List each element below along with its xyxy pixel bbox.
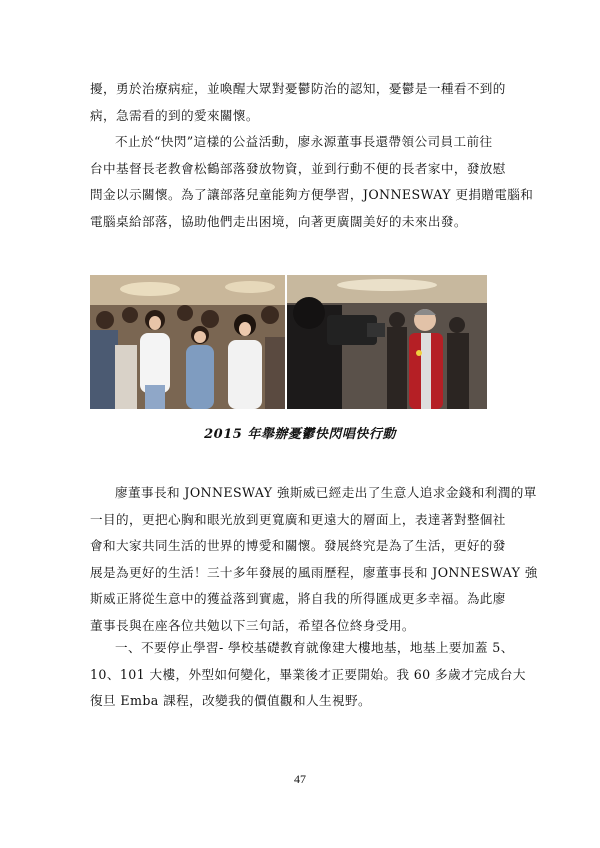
text-line: 一、不要停止學習- 學校基礎教育就像建大樓地基，地基上要加蓋 5、 xyxy=(115,640,514,655)
text-line: 病，急需看的到的愛來關懷。 xyxy=(90,107,259,123)
event-photos xyxy=(90,275,487,409)
text-line: 不止於“快閃”這樣的公益活動，廖永源董事長還帶領公司員工前往 xyxy=(115,134,493,149)
text-line: 廖董事長和 JONNESWAY 強斯威已經走出了生意人追求金錢和利潤的單 xyxy=(115,485,537,500)
paragraph-4 xyxy=(90,635,526,715)
page-number: 47 xyxy=(294,772,306,786)
paragraph-1 xyxy=(90,76,510,129)
text-line: 會和大家共同生活的世界的博愛和關懷。發展終究是為了生活，更好的發 xyxy=(90,538,506,553)
paragraph-3 xyxy=(90,480,538,639)
text-line: 展是為更好的生活！三十多年發展的風雨歷程，廖董事長和 JONNESWAY 強 xyxy=(90,564,538,580)
text-line: 10、101 大樓，外型如何變化，畢業後才正要開始。我 60 多歲才完成台大 xyxy=(90,666,526,682)
chairman-interview-photo xyxy=(287,275,487,409)
text-line: 一目的，更把心胸和眼光放到更寬廣和更遠大的層面上，表達著對整個社 xyxy=(90,511,506,527)
text-line: 台中基督長老教會松鶴部落發放物資，並到行動不便的長者家中，發放慰 xyxy=(90,160,506,176)
text-line: 電腦桌給部落，協助他們走出困境，向著更廣闊美好的未來出發。 xyxy=(90,213,467,229)
paragraph-2 xyxy=(90,129,534,235)
text-line: 擾，勇於治療病症，並喚醒大眾對憂鬱防治的認知，憂鬱是一種看不到的 xyxy=(90,81,506,96)
text-line: 復旦 Emba 課程，改變我的價值觀和人生視野。 xyxy=(90,693,371,708)
text-line: 問金以示關懷。為了讓部落兒童能夠方便學習，JONNESWAY 更捐贈電腦和 xyxy=(90,187,534,202)
photo-caption: 2015 年舉辦憂鬱快閃唱快行動 xyxy=(204,427,396,442)
text-line: 斯威正將從生意中的獲益落到實處，將自我的所得匯成更多幸福。為此廖 xyxy=(90,591,506,606)
text-line: 董事長與在座各位共勉以下三句話，希望各位終身受用。 xyxy=(90,617,415,633)
flash-mob-singing-photo xyxy=(90,275,285,409)
